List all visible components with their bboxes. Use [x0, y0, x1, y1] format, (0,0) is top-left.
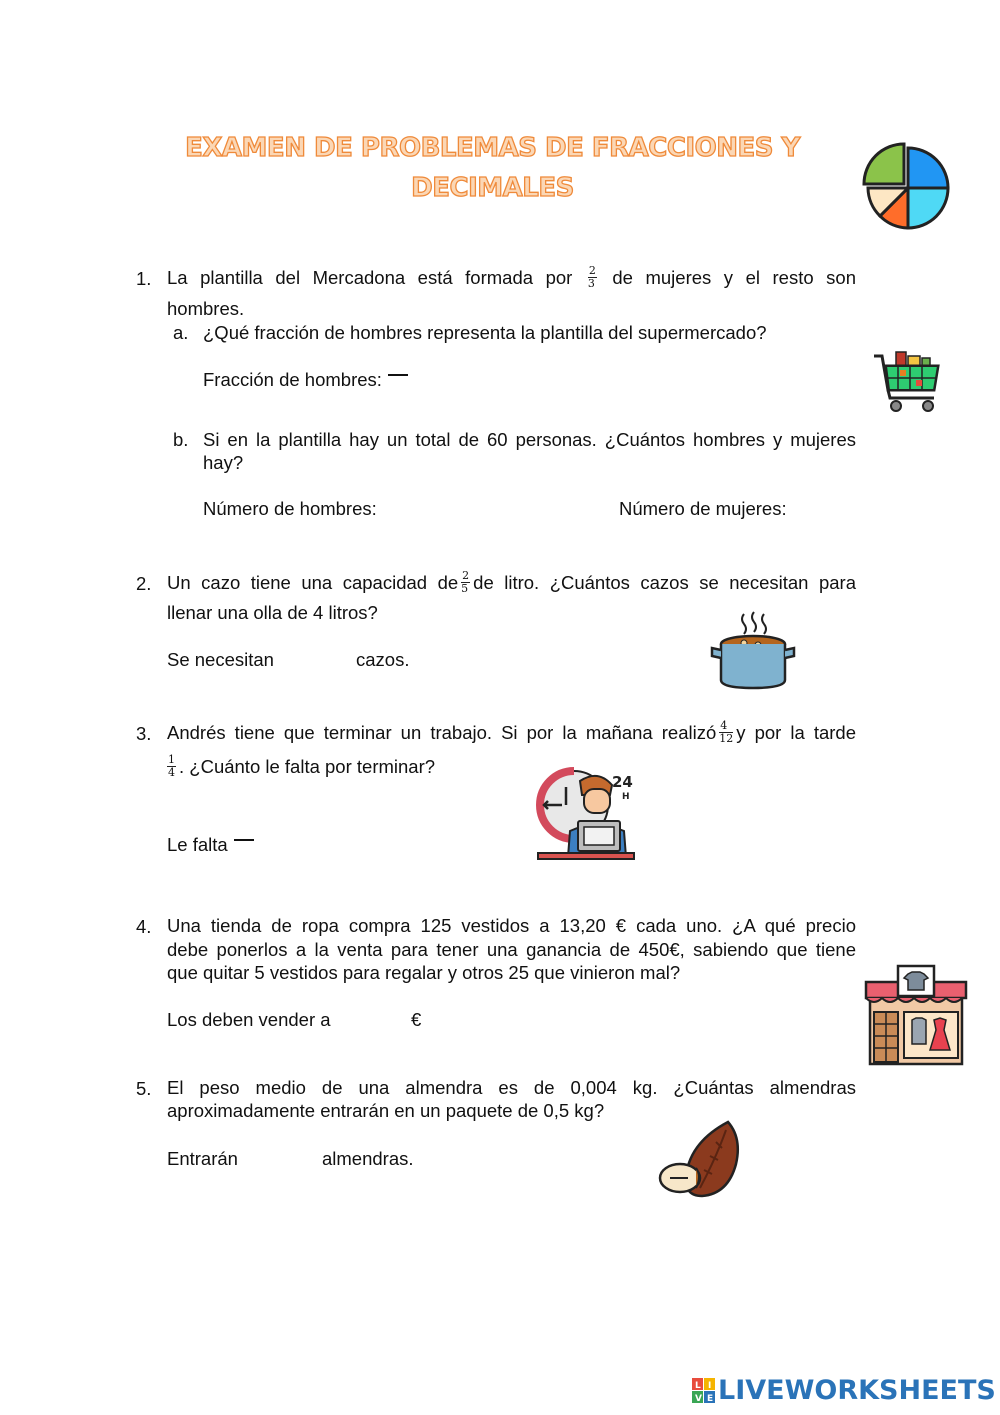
almond-icon — [656, 1118, 742, 1202]
svg-text:I: I — [708, 1381, 712, 1391]
q4-answer-before: Los deben vender a — [167, 1009, 331, 1030]
q1-text-before: La plantilla del Mercadona está formada por — [167, 267, 573, 288]
price-answer-input[interactable] — [352, 1006, 407, 1032]
q1b-label: b. — [173, 429, 189, 450]
q3-text-before: Andrés tiene que terminar un trabajo. Si por la mañana realizó — [167, 722, 717, 743]
q2-answer-before: Se necesitan — [167, 649, 274, 670]
fraction-answer-blank[interactable] — [388, 374, 408, 376]
q3-text-line2-row — [164, 752, 436, 781]
q1-text-after: de mujeres y el resto son — [612, 267, 857, 288]
q1b-answer-women: Número de mujeres: — [619, 498, 787, 519]
q5-line1: El peso medio de una almendra es de 0,004 kg. ¿Cuántas almendras — [167, 1077, 856, 1098]
q4-number: 4. — [136, 916, 152, 937]
q3-fraction-2: $\frac{1}{4}$ — [168, 752, 175, 779]
svg-text:E: E — [707, 1394, 714, 1404]
clothing-store-icon — [862, 964, 970, 1066]
q1b-answer-men: Número de hombres: — [203, 498, 377, 519]
shopping-cart-icon — [872, 350, 942, 414]
q4-line3: que quitar 5 vestidos para regalar y otros 25 que vinieron mal? — [167, 962, 681, 983]
cooking-pot-icon — [708, 610, 798, 692]
q2-text-after: de litro. ¿Cuántos cazos se necesitan para — [473, 572, 856, 593]
pots-answer-input[interactable] — [290, 646, 350, 672]
brand-name[interactable]: LIVEWORKSHEETS — [718, 1375, 996, 1406]
q3-answer-row — [167, 833, 254, 857]
q1b-question-line1: Si en la plantilla hay un total de 60 personas. ¿Cuántos hombres y mujeres — [203, 429, 856, 450]
q5-line2: aproximadamente entrarán en un paquete de 0,5 kg? — [167, 1100, 605, 1121]
men-answer-input[interactable] — [400, 495, 510, 521]
worker-at-computer-icon — [536, 765, 638, 863]
page-title: EXAMEN DE PROBLEMAS DE FRACCIONES Y DECIMALES — [185, 133, 800, 203]
q5-number: 5. — [136, 1078, 152, 1099]
clock-sub: H — [622, 792, 630, 802]
q2-text-line2: llenar una olla de 4 litros? — [167, 602, 378, 623]
q1a-label: a. — [173, 322, 189, 343]
q2-text-before: Un cazo tiene una capacidad de — [167, 572, 459, 593]
q1a-answer-label: Fracción de hombres: — [203, 369, 382, 390]
q1-fraction: $\frac{2}{3}$ — [587, 263, 596, 290]
q3-text-line2: . ¿Cuánto le falta por terminar? — [179, 756, 436, 777]
q1a-question: ¿Qué fracción de hombres representa la plantilla del supermercado? — [203, 322, 767, 343]
clock-label: 24 — [612, 773, 633, 791]
q1-number: 1. — [136, 268, 152, 289]
q1b-question-line2: hay? — [203, 452, 244, 473]
pie-chart-icon — [862, 142, 954, 234]
q3-fraction-1: $\frac{4}{12}$ — [719, 718, 734, 745]
q4-answer-after: € — [411, 1009, 422, 1030]
svg-text:V: V — [695, 1394, 702, 1404]
q1a-answer-row — [203, 368, 408, 392]
q4-line1: Una tienda de ropa compra 125 vestidos a 13,20 € cada uno. ¿A qué precio — [167, 915, 856, 936]
women-answer-input[interactable] — [810, 495, 870, 521]
q3-number: 3. — [136, 723, 152, 744]
q3-text-after: y por la tarde — [736, 722, 856, 743]
q2-fraction: $\frac{2}{5}$ — [461, 568, 470, 595]
q1-text-line2: hombres. — [167, 298, 245, 319]
q2-number: 2. — [136, 573, 152, 594]
svg-text:L: L — [695, 1381, 701, 1391]
q2-text — [167, 568, 856, 597]
q5-answer-before: Entrarán — [167, 1148, 238, 1169]
q2-answer-after: cazos. — [356, 649, 410, 670]
q3-text — [167, 718, 856, 747]
q3-answer-label: Le falta — [167, 834, 228, 855]
q4-line2: debe ponerlos a la venta para tener una ganancia de 450€, sabiendo que tiene — [167, 939, 856, 960]
q1-text — [167, 263, 857, 292]
almonds-answer-input[interactable] — [252, 1145, 314, 1171]
remaining-answer-blank[interactable] — [234, 839, 254, 841]
liveworksheets-logo — [692, 1378, 716, 1404]
q5-answer-after: almendras. — [322, 1148, 414, 1169]
